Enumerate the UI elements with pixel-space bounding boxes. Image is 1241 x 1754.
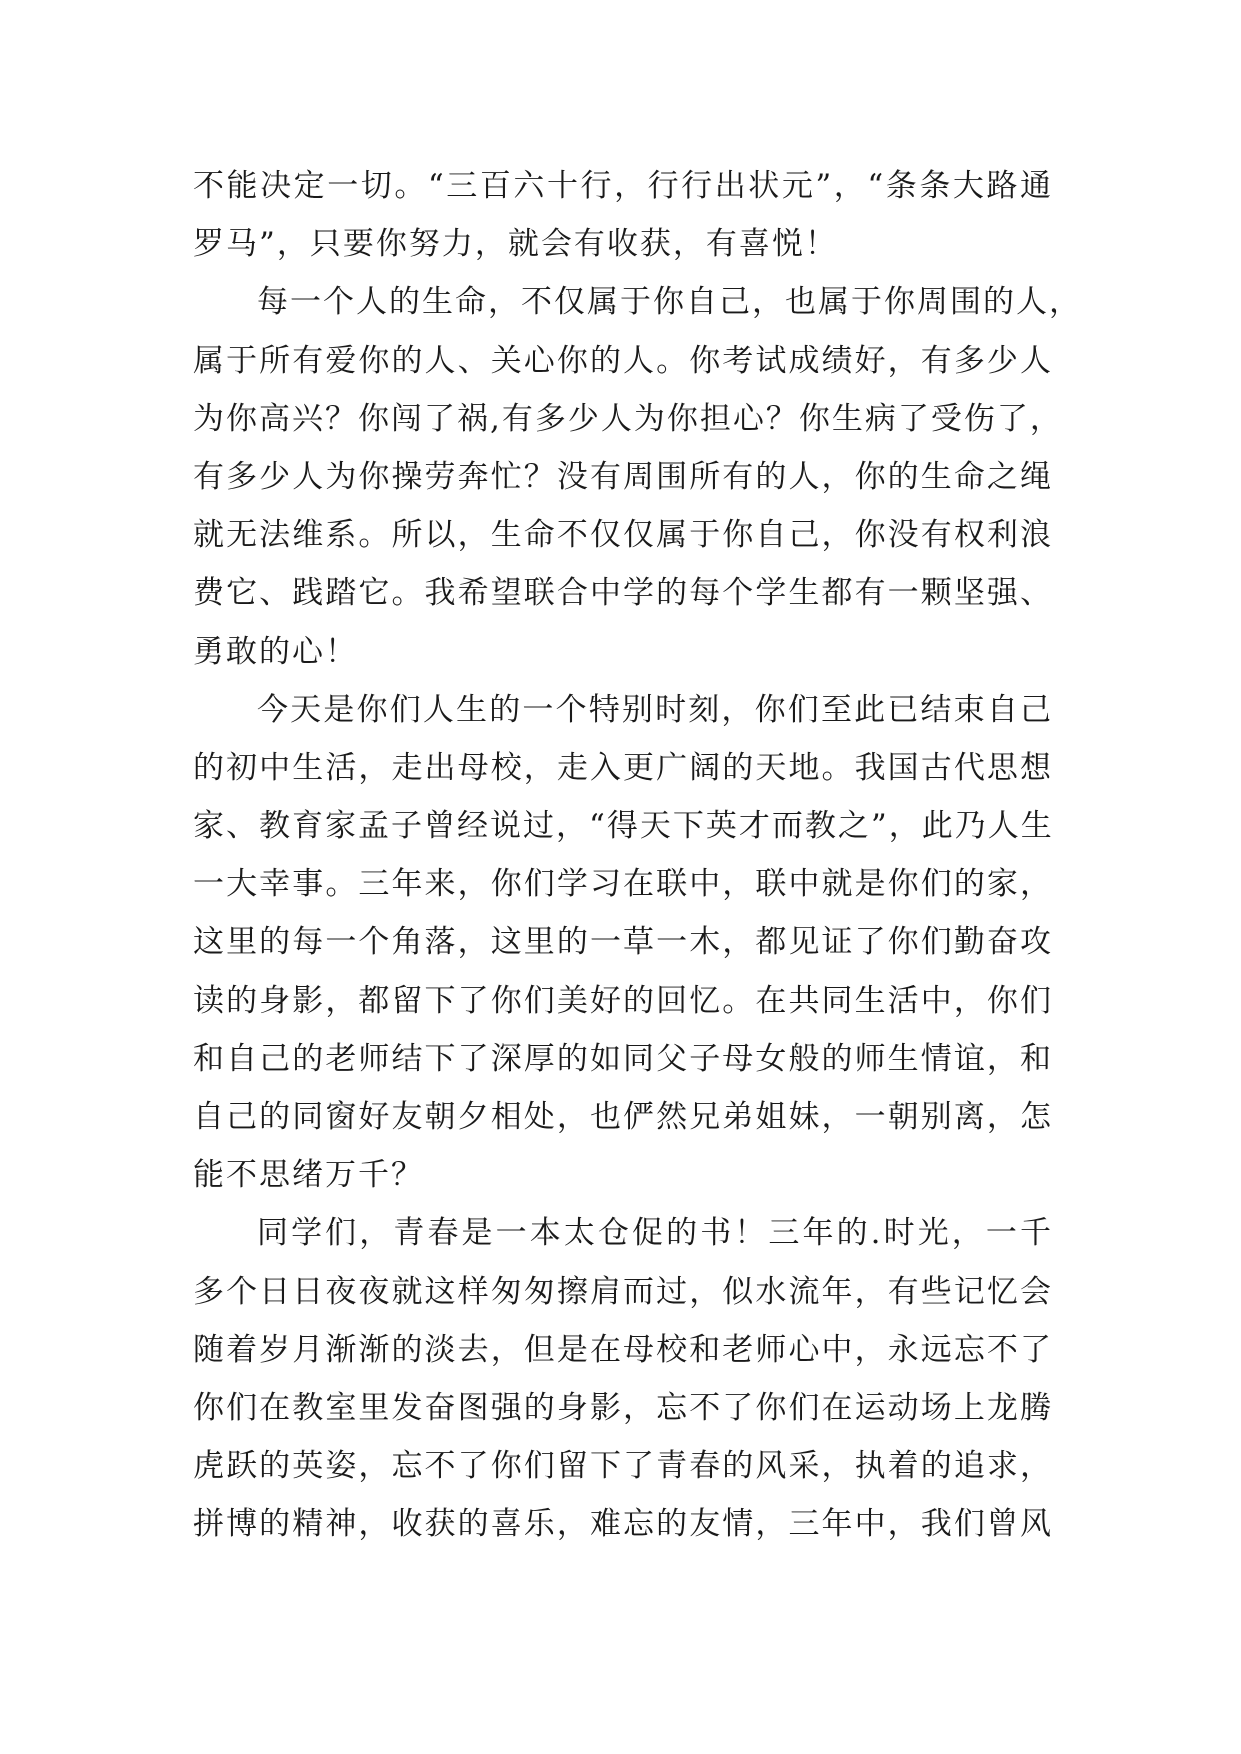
text-line: 罗马”，只要你努力，就会有收获，有喜悦！ [193,226,838,263]
text-line: 就无法维系。所以，生命不仅仅属于你自己，你没有权利浪 [193,517,1053,554]
text-line: 读的身影，都留下了你们美好的回忆。在共同生活中，你们 [193,982,1053,1019]
text-line: 你们在教室里发奋图强的身影，忘不了你们在运动场上龙腾 [193,1389,1053,1426]
text-line: 这里的每一个角落，这里的一草一木，都见证了你们勤奋攻 [193,924,1053,961]
text-line: 虎跃的英姿，忘不了你们留下了青春的风采，执着的追求， [193,1448,1053,1485]
text-line: 和自己的老师结下了深厚的如同父子母女般的师生情谊，和 [193,1040,1053,1077]
text-line: 同学们，青春是一本太仓促的书！三年的.时光，一千 [257,1215,1053,1252]
paragraph [193,681,1053,1205]
text-line: 今天是你们人生的一个特别时刻，你们至此已结束自己 [257,691,1053,728]
text-line: 不能决定一切。“三百六十行，行行出状元”，“条条大路通 [193,168,1053,204]
text-line: 有多少人为你操劳奔忙？没有周围所有的人，你的生命之绳 [193,458,1053,495]
body-text [193,157,1082,1554]
text-line: 家、教育家孟子曾经说过，“得天下英才而教之”，此乃人生 [193,808,1054,845]
text-line: 费它、践踏它。我希望联合中学的每个学生都有一颗坚强、 [193,575,1053,612]
paragraph [193,157,1053,273]
text-line: 拼博的精神，收获的喜乐，难忘的友情，三年中，我们曾风 [193,1506,1053,1543]
text-line: 自己的同窗好友朝夕相处，也俨然兄弟姐妹，一朝别离，怎 [193,1099,1053,1135]
paragraph [193,1204,1053,1553]
text-line: 随着岁月渐渐的淡去，但是在母校和老师心中，永远忘不了 [193,1331,1053,1368]
paragraph [193,273,1082,680]
text-line: 每一个人的生命，不仅属于你自己，也属于你周围的人， [257,284,1082,321]
text-line: 的初中生活，走出母校，走入更广阔的天地。我国古代思想 [193,749,1053,786]
text-line: 能不思绪万千？ [193,1157,424,1194]
text-line: 属于所有爱你的人、关心你的人。你考试成绩好，有多少人 [193,342,1053,379]
text-line: 勇敢的心！ [193,633,358,670]
text-line: 多个日日夜夜就这样匆匆擦肩而过，似水流年，有些记忆会 [193,1273,1053,1310]
text-line: 为你高兴？你闯了祸,有多少人为你担心？你生病了受伤了， [193,400,1063,437]
text-line: 一大幸事。三年来，你们学习在联中，联中就是你们的家， [193,866,1053,903]
